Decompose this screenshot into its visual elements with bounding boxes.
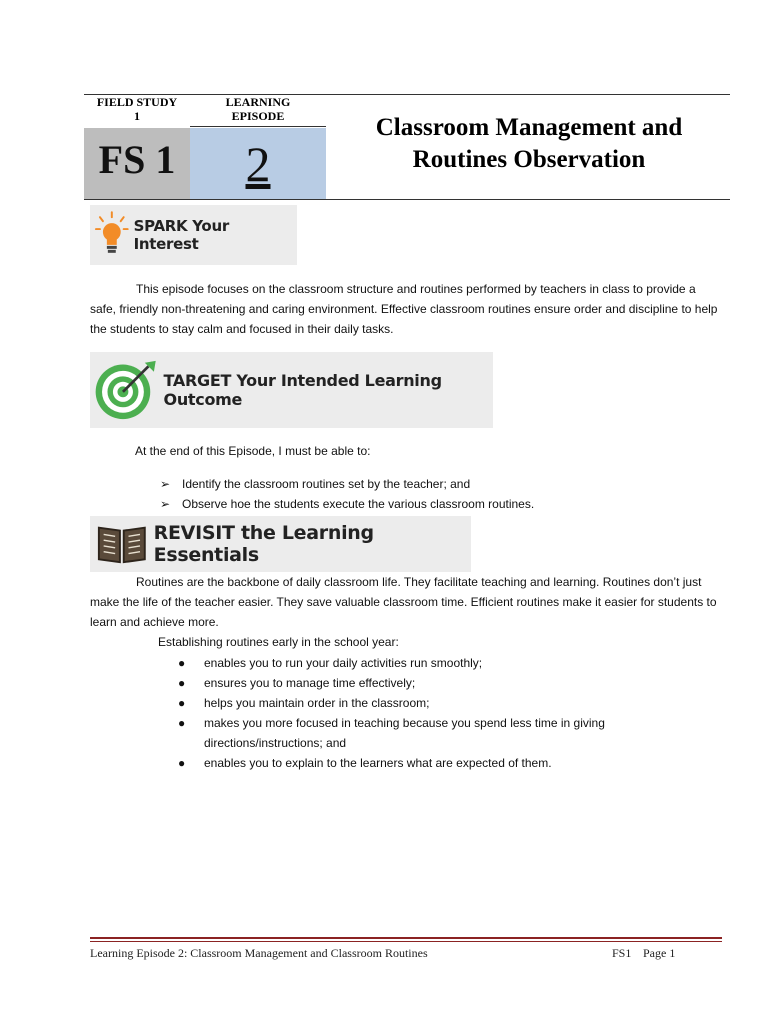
revisit-banner-text: REVISIT the Learning Essentials	[153, 522, 374, 566]
outcome-text: Identify the classroom routines set by the teacher; and	[182, 477, 471, 491]
revisit-banner	[90, 516, 471, 572]
episode-header	[84, 94, 730, 200]
bullet-icon: ●	[178, 756, 186, 770]
header-bottom-rule	[84, 199, 730, 200]
routine-benefits-list	[178, 653, 658, 773]
bullet-icon: ●	[178, 696, 186, 710]
benefit-text: ensures you to manage time effectively;	[204, 676, 416, 690]
page-number: Page 1	[643, 946, 676, 960]
spark-banner	[90, 205, 297, 265]
bullet-icon: ●	[178, 656, 186, 670]
list-item	[160, 474, 720, 494]
bullet-icon: ●	[178, 676, 186, 690]
revisit-paragraph: Routines are the backbone of daily classroom life. They facilitate teaching and learning. Routines don’t just make the life of the teacher easier. They save valuable classroom time. Efficient routines make it easier for students to learn and achieve more.	[90, 575, 717, 629]
arrow-bullet-icon: ➢	[160, 477, 171, 491]
open-book-icon	[96, 521, 148, 567]
outcomes-list	[160, 474, 720, 514]
target-banner-text: TARGET Your Intended Learning Outcome	[163, 371, 442, 409]
learning-episode-label	[190, 95, 326, 123]
label-divider	[190, 126, 326, 127]
target-arrow-icon	[92, 356, 158, 424]
bullet-icon: ●	[178, 716, 186, 730]
footer-title: Learning Episode 2: Classroom Management and Classroom Routines	[90, 946, 428, 960]
page-title	[334, 112, 724, 176]
field-study-label	[84, 95, 190, 123]
learning-text: LEARNING	[225, 95, 291, 109]
routines-intro: Establishing routines early in the school year:	[158, 635, 399, 649]
field-study-text: FIELD STUDY	[96, 95, 178, 109]
footer-code: FS1	[612, 946, 632, 960]
spark-banner-text: SPARK Your Interest	[133, 217, 229, 253]
episode-number-box: 2	[190, 128, 326, 199]
target-intro: At the end of this Episode, I must be able to:	[135, 444, 371, 458]
target-banner	[90, 352, 493, 428]
list-item	[178, 693, 658, 713]
field-study-number: 1	[134, 109, 140, 123]
benefit-text: makes you more focused in teaching because you spend less time in giving directions/instructions; and	[204, 716, 605, 750]
title-line-2: Routines Observation	[412, 146, 646, 173]
benefit-text: enables you to explain to the learners what are expected of them.	[204, 756, 552, 770]
benefit-text: helps you maintain order in the classroom;	[204, 696, 430, 710]
footer-rule	[90, 937, 722, 942]
outcome-text: Observe hoe the students execute the various classroom routines.	[182, 497, 535, 511]
fs-code-box: FS 1	[84, 128, 190, 199]
arrow-bullet-icon: ➢	[160, 497, 171, 511]
benefit-text: enables you to run your daily activities run smoothly;	[204, 656, 483, 670]
episode-text: EPISODE	[231, 109, 285, 123]
list-item	[178, 673, 658, 693]
list-item	[160, 494, 720, 514]
lightbulb-icon	[94, 210, 130, 260]
list-item	[178, 653, 658, 673]
list-item	[178, 753, 658, 773]
spark-paragraph: This episode focuses on the classroom structure and routines performed by teachers in class to provide a safe, friendly non-threatening and caring environment. Effective classroom routines ensure order and discipline to help the students to stay calm and focused in their daily tasks.	[90, 282, 718, 336]
list-item	[178, 713, 658, 753]
title-line-1: Classroom Management and	[375, 114, 683, 141]
